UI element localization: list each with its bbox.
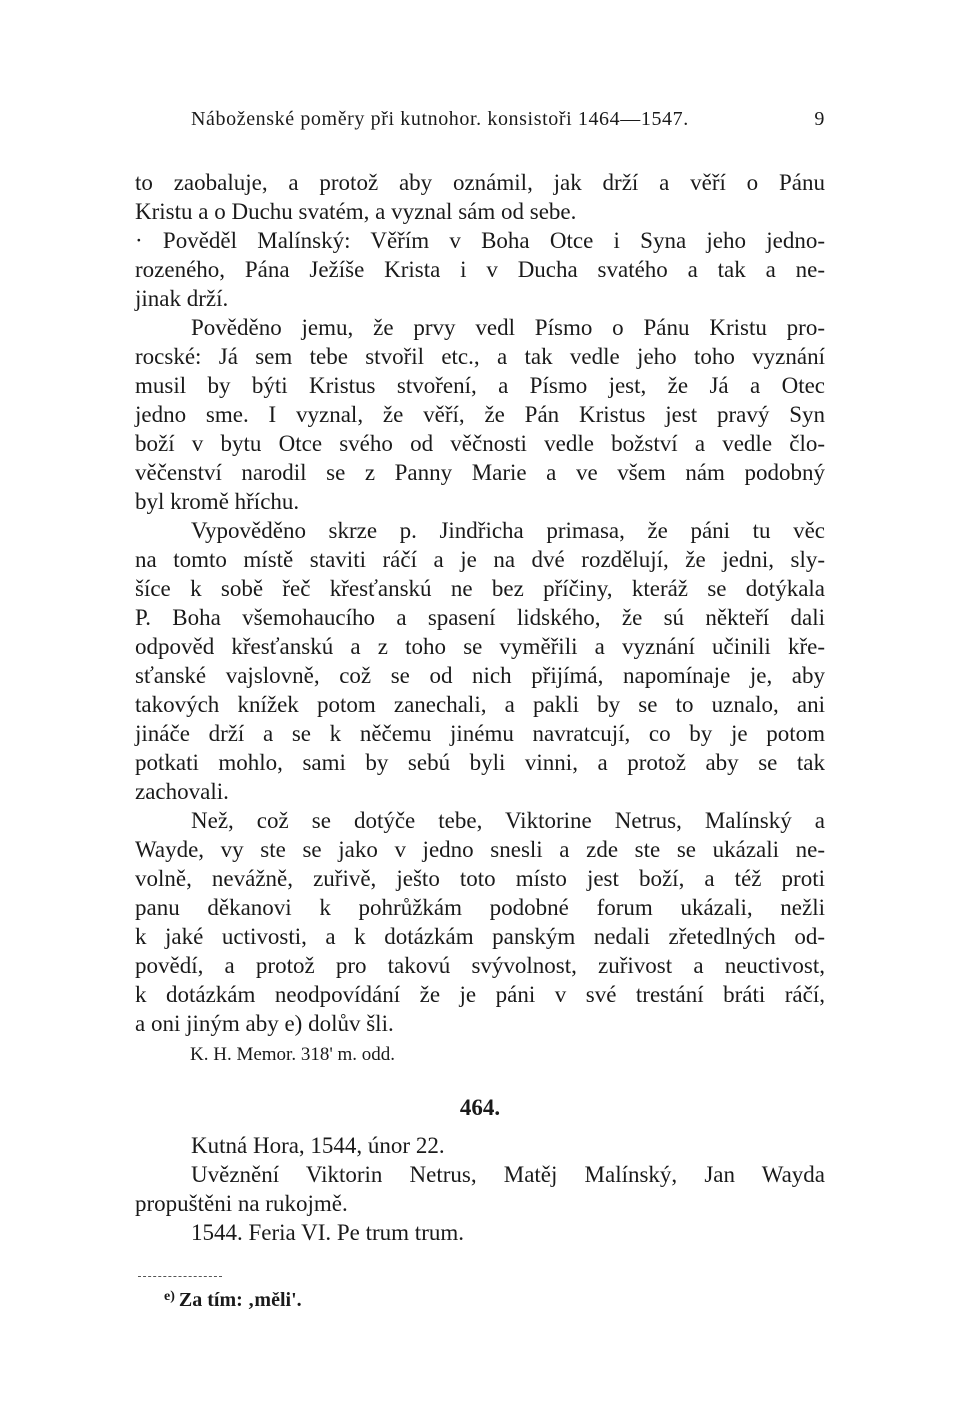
document-summary-line: Uvěznění Viktorin Netrus, Matěj Malínský, Jan Wayda: [191, 1162, 825, 1187]
text-line: k dotázkám neodpovídání že je páni v své trestání bráti ráčí,: [135, 982, 825, 1007]
text-line: odpověd křesťanskú a z toho se vyměřili a vyznání učinili kře-: [135, 634, 825, 659]
footnote-marker: e): [164, 1289, 175, 1304]
text-line: panu děkanovi k pohrůžkám podobné forum ukázali, nežli: [135, 895, 825, 920]
text-line: jináče drží a se k něčemu jinému navratcují, co by je potom: [135, 721, 825, 746]
text-line: Kristu a o Duchu svatém, a vyznal sám od sebe.: [135, 199, 577, 224]
text-line: volně, nevážně, zuřivě, ješto toto místo jest boží, a též proti: [135, 866, 825, 891]
text-line: Wayde, vy ste se jako v jedno snesli a zde ste se ukázali ne-: [135, 837, 825, 862]
page-number: 9: [814, 108, 825, 130]
text-line: boží v bytu Otce svého od věčnosti vedle božství a vedle člo-: [135, 431, 825, 456]
running-title: Náboženské poměry při kutnohor. konsistoři 1464—1547.: [191, 108, 689, 130]
text-line: a oni jiným aby e) dolův šli.: [135, 1011, 394, 1036]
footnote: [164, 1284, 302, 1313]
text-line: rozeného, Pána Ježíše Krista i v Ducha svatého a tak a ne-: [135, 257, 825, 282]
text-line: jinak drží.: [135, 286, 229, 311]
footnote-separator: [138, 1276, 222, 1277]
text-line: Pověděno jemu, že prvy vedl Písmo o Pánu Kristu pro-: [191, 315, 825, 340]
document-summary-line: propuštěni na rukojmě.: [135, 1191, 348, 1216]
text-line: Vypověděno skrze p. Jindřicha primasa, že páni tu věc: [191, 518, 825, 543]
document-dating-line: 1544. Feria VI. Pe trum trum.: [191, 1220, 464, 1245]
text-line: takových knížek potom zanechali, a pakli by se to uznalo, ani: [135, 692, 825, 717]
text-line: na tomto místě staviti ráčí a je na dvé rozdělují, že jedni, sly-: [135, 547, 825, 572]
text-line: Než, což se dotýče tebe, Viktorine Netrus, Malínský a: [191, 808, 825, 833]
text-line: k jaké uctivosti, a k dotázkám panským nedali zřetedlných od-: [135, 924, 825, 949]
text-line: povědí, a protož pro takovú svývolnost, zuřivost a neuctivost,: [135, 953, 825, 978]
text-line: musil by býti Kristus stvoření, a Písmo jest, že Já a Otec: [135, 373, 825, 398]
document-place-date: Kutná Hora, 1544, únor 22.: [191, 1133, 445, 1158]
text-line: zachovali.: [135, 779, 229, 804]
text-line: potkati mohlo, sami by sebú byli vinni, a protož aby se tak: [135, 750, 825, 775]
text-line: to zaobaluje, a protož aby oznámil, jak drží a věří o Pánu: [135, 170, 825, 195]
footnote-text: Za tím: ‚měli'.: [178, 1289, 302, 1311]
text-line: rocské: Já sem tebe stvořil etc., a tak vedle jeho toho vyznání: [135, 344, 825, 369]
text-line: · Pověděl Malínský: Věřím v Boha Otce i Syna jeho jedno-: [135, 228, 825, 253]
text-line: věčenství narodil se z Panny Marie a ve všem nám podobný: [135, 460, 825, 485]
text-line: sťanské vajslovně, což se od nich přijímá, napomínaje je, aby: [135, 663, 825, 688]
text-line: jedno sme. I vyznal, že věří, že Pán Kristus jest pravý Syn: [135, 402, 825, 427]
text-line: šíce k sobě řeč křesťanskú ne bez příčiny, kteráž se dotýkala: [135, 576, 825, 601]
source-reference: K. H. Memor. 318' m. odd.: [190, 1044, 396, 1065]
text-line: P. Boha všemohaucího a spasení lidského, že sú někteří dali: [135, 605, 825, 630]
text-line: byl kromě hříchu.: [135, 489, 300, 514]
document-number: 464.: [459, 1095, 501, 1120]
